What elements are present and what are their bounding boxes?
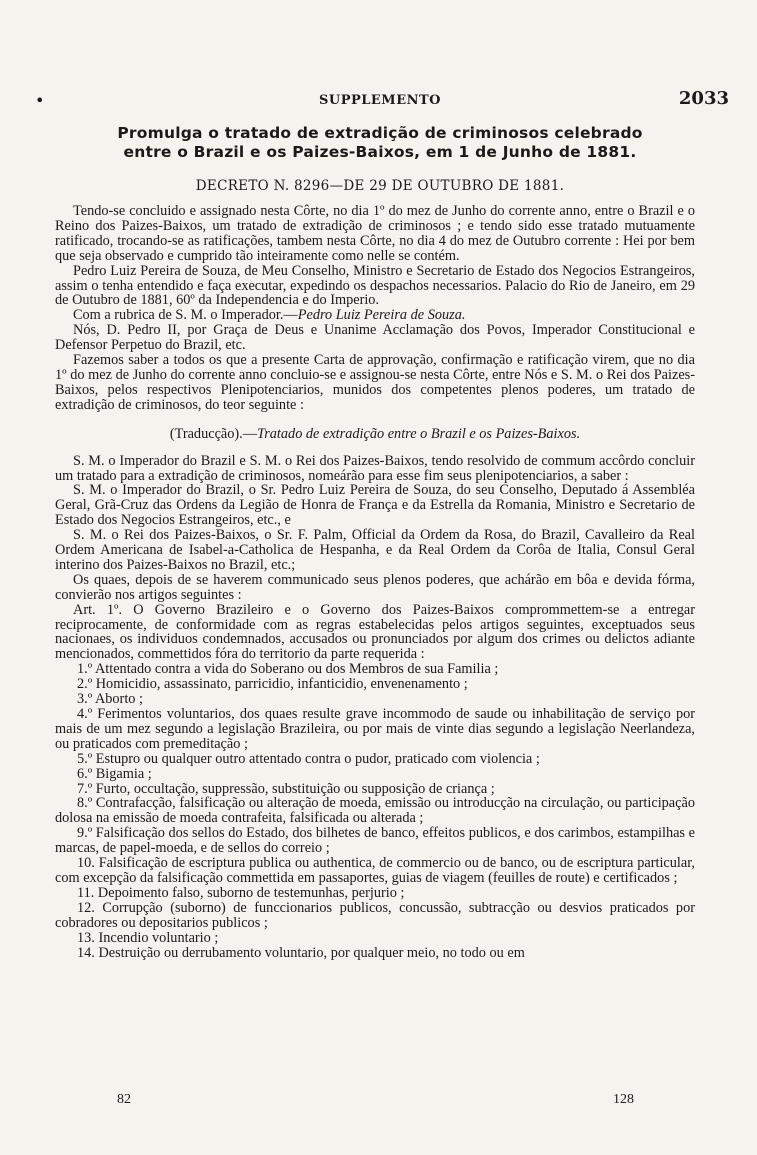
headline	[50, 124, 710, 162]
list-item: 5.º Estupro ou qualquer outro attentado contra o pudor, praticado com violencia ;	[77, 750, 540, 767]
decree-title: DECRETO N. 8296—DE 29 DE OUTUBRO DE 1881.	[195, 178, 565, 194]
headline-line-1: Promulga o tratado de extradição de criminosos celebrado	[117, 124, 643, 142]
signature-name: Pedro Luiz Pereira de Souza.	[297, 307, 466, 324]
list-item: 14. Destruição ou derrubamento voluntario, por qualquer meio, no todo ou em	[77, 944, 525, 961]
list-item: 4.º Ferimentos voluntarios, dos quaes resulte grave incommodo de saude ou inhabilitação de serviço por mais de um mez segundo a legislação Brazileira, ou por mais de vinte dias segundo a legislação Neerlandeza, ou praticados com premeditação ;	[55, 706, 695, 752]
paragraph: Os quaes, depois de se haverem communicado seus plenos poderes, que achárão em bôa e devida fórma, convierão nos artigos seguintes :	[55, 571, 695, 603]
paragraph: S. M. o Rei dos Paizes-Baixos, o Sr. F. Palm, Official da Ordem da Rosa, do Brazil, Cavalleiro da Real Ordem Americana de Isabel-a-Catholica de Hespanha, e da Real Ordem da Corôa de Italia, Consul Geral interino dos Paizes-Baixos no Brazil, etc.;	[55, 527, 695, 573]
header-mark: •	[35, 91, 45, 110]
document-body	[55, 204, 695, 960]
page-footer	[55, 1092, 695, 1112]
rubric-text: Com a rubrica de S. M. o Imperador.—	[73, 307, 298, 324]
paragraph	[55, 308, 695, 323]
paragraph: S. M. o Imperador do Brazil e S. M. o Rei dos Paizes-Baixos, tendo resolvido de commum accôrdo concluir um tratado para a extradição de criminosos, nomeárão para esse fim seus plenipotenciarios, a saber :	[55, 452, 695, 484]
paragraph: Art. 1º. O Governo Brazileiro e o Governo dos Paizes-Baixos comprommettem-se a entregar reciprocamente, de conformidade com as regras estabelecidas pelos artigos seguintes, exceptuados seus nacionaes, os individuos condemnados, accusados ou pronunciados por algum dos crimes ou delictos adiante mencionados, commettidos fóra do territorio da parte requerida :	[55, 601, 695, 663]
translation-heading	[55, 427, 695, 442]
paragraph: Fazemos saber a todos os que a presente Carta de approvação, confirmação e ratificação virem, que no dia 1º do mez de Junho do corrente anno concluio-se e assignou-se nesta Côrte, entre Nós e S. M. o Rei dos Paizes-Baixos, pelos respectivos Plenipotenciarios, munidos dos competentes plenos poderes, um tratado de extradição de criminosos, do teor seguinte :	[55, 352, 695, 413]
signature-mark-right: 128	[613, 1092, 634, 1107]
list-item: 8.º Contrafacção, falsificação ou alteração de moeda, emissão ou introducção na circulação, ou participação dolosa na emissão de moeda contrafeita, falsificada ou alterada ;	[55, 795, 695, 827]
headline-line-2: entre o Brazil e os Paizes-Baixos, em 1 de Junho de 1881.	[123, 143, 637, 161]
paragraph: Nós, D. Pedro II, por Graça de Deus e Unanime Acclamação dos Povos, Imperador Constitucional e Defensor Perpetuo do Brazil, etc.	[55, 322, 695, 354]
list-item: 1.º Attentado contra a vida do Soberano ou dos Membros de sua Familia ;	[77, 661, 499, 678]
list-item: 10. Falsificação de escriptura publica ou authentica, de commercio ou de banco, ou de escriptura particular, com excepção da falsificação commettida em passaportes, guias de viagem (feuilles de route) e certificados ;	[55, 855, 695, 886]
page-number: 2033	[678, 88, 729, 109]
paragraph: S. M. o Imperador do Brazil, o Sr. Pedro Luiz Pereira de Souza, do seu Conselho, Deputado á Assembléa Geral, Grã-Cruz das Ordens da Legião de Honra de França e da Estrella da Romania, Ministro e Secretario de Estado dos Negocios Estrangeiros, etc., e	[55, 482, 695, 529]
list-item: 3.º Aborto ;	[77, 691, 143, 708]
page-header	[35, 88, 729, 113]
list-item: 2.º Homicidio, assassinato, parricidio, infanticidio, envenenamento ;	[77, 676, 468, 693]
list-item: 6.º Bigamia ;	[77, 765, 152, 782]
signature-mark-left: 82	[117, 1092, 131, 1107]
list-item: 13. Incendio voluntario ;	[77, 929, 219, 946]
translation-label: (Traducção).—	[169, 425, 258, 442]
running-title: SUPPLEMENTO	[318, 93, 441, 108]
list-item: 11. Depoimento falso, suborno de testemunhas, perjurio ;	[77, 884, 405, 901]
list-item: 9.º Falsificação dos sellos do Estado, dos bilhetes de banco, effeitos publicos, e dos carimbos, estampilhas e marcas, de papel-moeda, e de sellos do correio ;	[55, 825, 695, 857]
list-item: 12. Corrupção (suborno) de funccionarios publicos, concussão, subtracção ou desvios praticados por cobradores ou depositarios publicos ;	[55, 899, 695, 931]
list-item: 7.º Furto, occultação, suppressão, substituição ou supposição de criança ;	[77, 780, 495, 797]
paragraph: Pedro Luiz Pereira de Souza, de Meu Conselho, Ministro e Secretario de Estado dos Negocios Estrangeiros, assim o tenha entendido e faça executar, expedindo os despachos necessarios. Palacio do Rio de Janeiro, em 29 de Outubro de 1881, 60º da Independencia e do Imperio.	[55, 262, 695, 309]
paragraph: Tendo-se concluido e assignado nesta Côrte, no dia 1º do mez de Junho do corrente anno, entre o Brazil e o Reino dos Paizes-Baixos, um tratado de extradição de criminosos ; e tendo sido esse tratado mutuamente ratificado, trocando-se as ratificações, tambem nesta Côrte, no dia 4 do mez de Outubro corrente : Hei por bem que seja observado e cumprido tão inteiramente como nelle se contém.	[55, 203, 695, 264]
treaty-title: Tratado de extradição entre o Brazil e os Paizes-Baixos.	[257, 425, 581, 442]
